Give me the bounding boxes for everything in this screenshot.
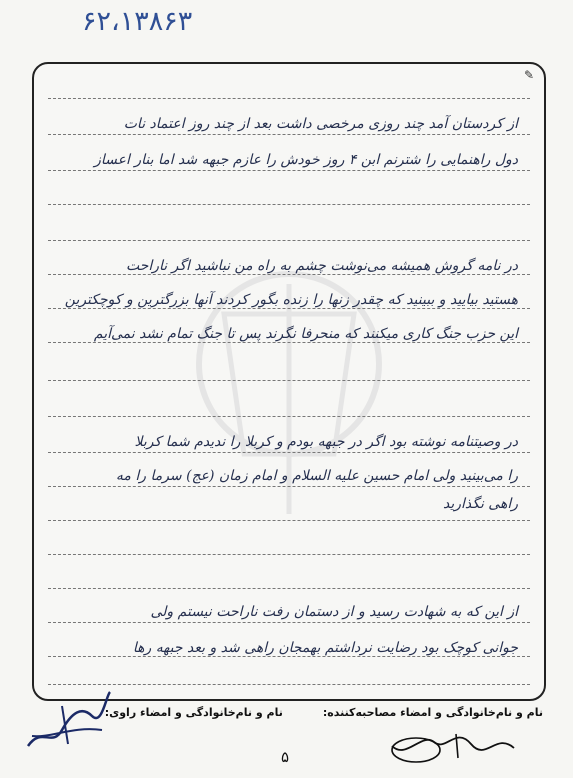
form-frame <box>32 62 546 701</box>
handwritten-line-7: را می‌بینید ولی امام حسین علیه السلام و امام زمان (عج) سرما را مه <box>115 468 518 484</box>
ruled-line <box>48 98 530 99</box>
ruled-line <box>48 308 530 309</box>
handwritten-line-1: از کردستان آمد چند روزی مرخصی داشت بعد از چند روز اعتماد نات <box>123 116 518 132</box>
ruled-line <box>48 342 530 343</box>
document-number: ۶۲،۱۳۸۶۳ <box>82 6 193 37</box>
handwritten-line-10: جوانی کوچک بود رضایت نرداشتم بهمجان راهی شد و بعد جبهه رها <box>132 640 518 656</box>
handwritten-line-2: دول راهنمایی را شترنم ابن ۴ روز خودش را عازم جبهه شد اما بنار اعساز <box>94 152 518 168</box>
handwritten-line-3: در نامه گروش همیشه می‌نوشت چشم به راه من نباشید اگر ناراحت <box>125 258 518 274</box>
interviewer-signature-icon <box>386 722 521 770</box>
ruled-line <box>48 416 530 417</box>
ruled-line <box>48 588 530 589</box>
ruled-line <box>48 274 530 275</box>
ruled-line <box>48 684 530 685</box>
ruled-line <box>48 554 530 555</box>
decorative-corner-icon: ✎ <box>523 68 534 82</box>
ruled-line <box>48 656 530 657</box>
page-number: ۵ <box>281 748 290 766</box>
ruled-line <box>48 622 530 623</box>
ruled-line <box>48 452 530 453</box>
ruled-line <box>48 134 530 135</box>
ruled-line <box>48 380 530 381</box>
narrator-signature-label: نام و نام‌خانوادگی و امضاء راوی: <box>104 706 283 719</box>
interviewer-signature-label: نام و نام‌خانوادگی و امضاء مصاحبه‌کننده: <box>322 706 543 719</box>
narrator-signature-icon <box>22 686 114 754</box>
footer-labels <box>60 706 543 719</box>
ruled-line <box>48 486 530 487</box>
ruled-line <box>48 204 530 205</box>
handwritten-line-5: این حزب جنگ کاری میکنند که منحرفا نگرند پس تا جنگ تمام نشد نمی‌آیم <box>93 326 518 342</box>
handwritten-line-6: در وصیتنامه نوشته بود اگر در جبهه بودم و کربلا را ندیدم شما کربلا <box>134 434 518 450</box>
ruled-line <box>48 520 530 521</box>
ruled-line <box>48 240 530 241</box>
ruled-line <box>48 170 530 171</box>
handwritten-line-9: از این که به شهادت رسید و از دستمان رفت ناراحت نیستم ولی <box>150 604 518 620</box>
handwritten-line-4: هستید بیایید و ببینید که چقدر زنها را زنده بگور کردند آنها بزرگترین و کوچکترین <box>64 292 518 308</box>
handwritten-line-8: راهی نگذارید <box>442 496 518 512</box>
